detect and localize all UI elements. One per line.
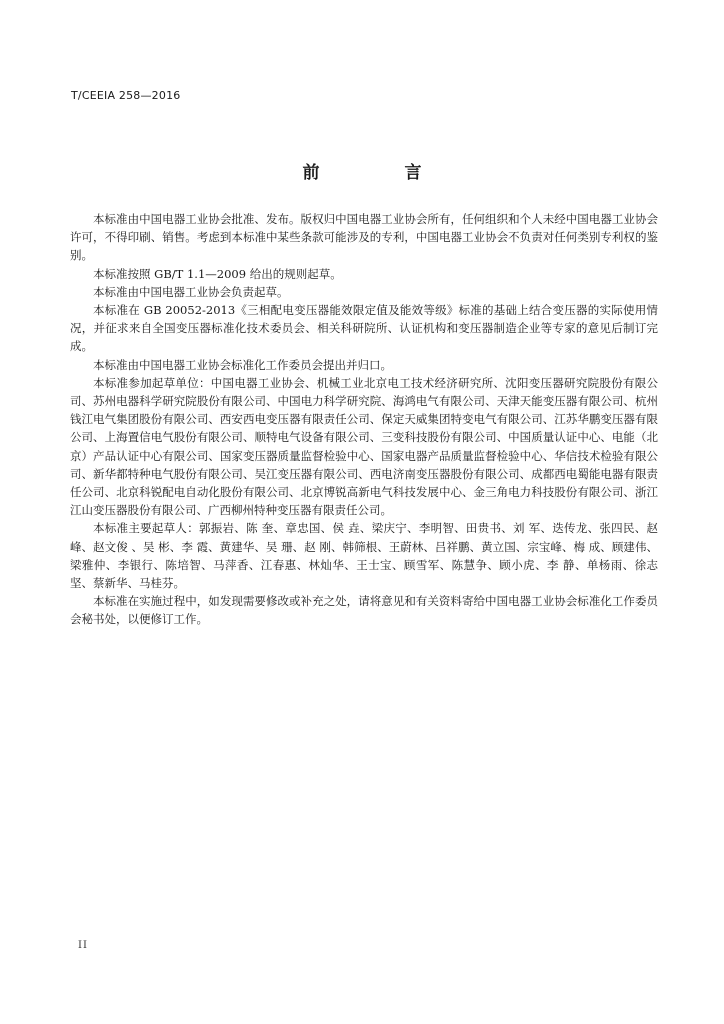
paragraph-responsible-drafter: 本标准由中国电器工业协会负责起草。 xyxy=(93,284,289,299)
paragraph-main-drafters: 本标准主要起草人：郭振岩、陈 奎、章忠国、侯 垚、梁庆宁、李明智、田贵书、刘 军、迭传龙、张四民、赵 峰、赵文俊 、吴 彬、李 霞、黄建华、吴 珊、赵 刚、韩筛根、王蔚林、吕祥鹏、黄立国、宗宝峰、梅 成、顾建伟、梁雅仲、李银行、陈培智、马萍香、江春惠、林灿华、王士宝、顾雪军、陈慧争、顾小虎、李 静、单杨雨、徐志坚、蔡新华、马桂芬。 xyxy=(70,521,658,591)
paragraph-participating-units: 本标准参加起草单位：中国电器工业协会、机械工业北京电工技术经济研究所、沈阳变压器研究院股份有限公司、苏州电器科学研究院股份有限公司、中国电力科学研究院、海鸿电气有限公司、天津天能变压器有限公司、杭州钱江电气集团股份有限公司、西安西电变压器有限责任公司、保定天威集团特变电气有限公司、江苏华鹏变压器有限公司、上海置信电气股份有限公司、顺特电气设备有限公司、三变科技股份有限公司、中国质量认证中心、电能（北京）产品认证中心有限公司、国家变压器质量监督检验中心、国家电器产品质量监督检验中心、华信技术检验有限公司、新华都特种电气股份有限公司、吴江变压器有限公司、西电济南变压器股份有限公司、成都西电蜀能电器有限责任公司、北京科锐配电自动化股份有限公司、北京博锐高新电气科技发展中心、金三角电力科技股份有限公司、浙江江山变压器股份有限公司、广西柳州特种变压器有限责任公司。 xyxy=(70,375,658,518)
standard-code: T/CEEIA 258—2016 xyxy=(71,89,181,102)
paragraph-copyright: 本标准由中国电器工业协会批准、发布。版权归中国电器工业协会所有，任何组织和个人未经中国电器工业协会许可，不得印刷、销售。考虑到本标准中某些条款可能涉及的专利，中国电器工业协会不负责对任何类别专利权的鉴别。 xyxy=(70,212,658,263)
foreword-body xyxy=(70,210,658,629)
page-title: 前 言 xyxy=(302,163,456,183)
paragraph-proposed-by: 本标准由中国电器工业协会标准化工作委员会提出并归口。 xyxy=(93,357,392,372)
paragraph-basis: 本标准在 GB 20052-2013《三相配电变压器能效限定值及能效等级》标准的基础上结合变压器的实际使用情况，并征求来自全国变压器标准化技术委员会、相关科研院所、认证机构和变压器制造企业等专家的意见后制订完成。 xyxy=(70,303,658,354)
paragraph-feedback: 本标准在实施过程中，如发现需要修改或补充之处，请将意见和有关资料寄给中国电器工业协会标准化工作委员会秘书处，以便修订工作。 xyxy=(70,594,658,627)
paragraph-drafting-rules: 本标准按照 GB/T 1.1—2009 给出的规则起草。 xyxy=(93,266,342,281)
page-number: II xyxy=(78,940,88,951)
